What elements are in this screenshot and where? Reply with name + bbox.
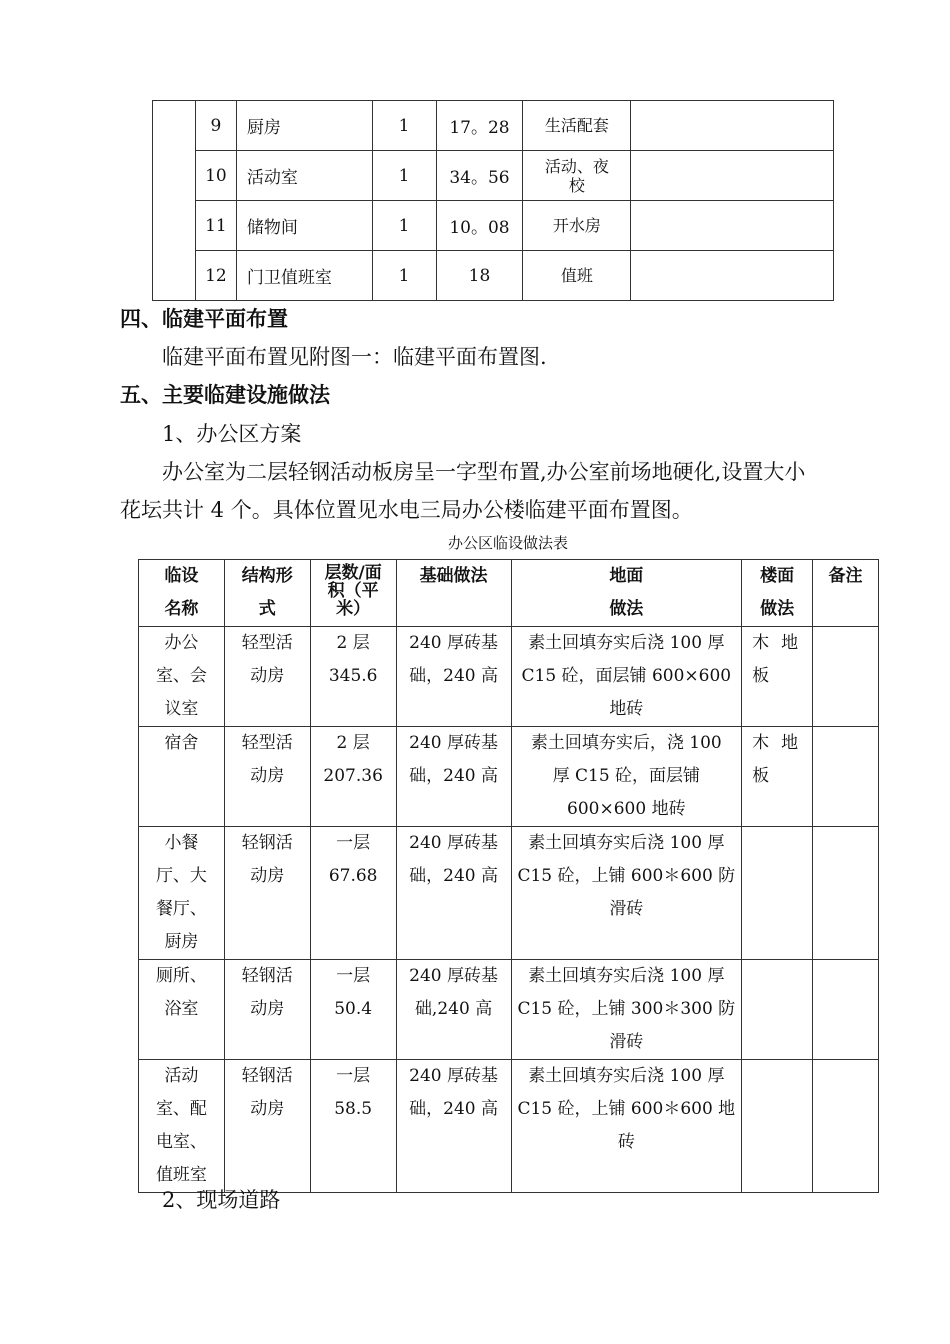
floor-finish-cell xyxy=(742,1060,813,1193)
ground-cell: 素土回填夯实后浇 100 厚 C15 砼，上铺 600＊600 防 滑砖 xyxy=(511,827,742,960)
subsection-1-title: 1、办公区方案 xyxy=(162,422,302,446)
quantity-cell: 1 xyxy=(372,251,436,301)
ground-cell: 素土回填夯实后浇 100 厚 C15 砼，面层铺 600×600 地砖 xyxy=(511,627,742,727)
room-name-cell: 储物间 xyxy=(236,201,372,251)
header-floors-area: 层数/面积（平米） xyxy=(310,560,396,627)
header-floor-finish: 楼面 做法 xyxy=(742,560,813,627)
row-number-cell: 10 xyxy=(195,151,236,201)
row-number-cell: 12 xyxy=(195,251,236,301)
room-name-cell: 厨房 xyxy=(236,101,372,151)
category-cell xyxy=(153,101,196,301)
name-cell: 厕所、 浴室 xyxy=(139,960,225,1060)
note-cell xyxy=(631,251,834,301)
room-list-table xyxy=(152,100,834,301)
ground-cell: 素土回填夯实后浇 100 厚 C15 砼，上铺 300＊300 防 滑砖 xyxy=(511,960,742,1060)
table-row xyxy=(153,151,834,201)
section-5-heading: 五、主要临建设施做法 xyxy=(120,383,330,407)
remark-cell xyxy=(813,960,879,1060)
structure-cell: 轻型活 动房 xyxy=(224,727,310,827)
remark-cell xyxy=(813,727,879,827)
office-area-table xyxy=(138,559,879,1193)
use-cell: 生活配套 xyxy=(523,101,631,151)
header-structure: 结构形 式 xyxy=(224,560,310,627)
row-number-cell: 11 xyxy=(195,201,236,251)
structure-cell: 轻型活 动房 xyxy=(224,627,310,727)
foundation-cell: 240 厚砖基 础，240 高 xyxy=(396,727,511,827)
structure-cell: 轻钢活 动房 xyxy=(224,827,310,960)
paragraph-line-1: 办公室为二层轻钢活动板房呈一字型布置,办公室前场地硬化,设置大小 xyxy=(162,460,806,484)
foundation-cell: 240 厚砖基 础,240 高 xyxy=(396,960,511,1060)
foundation-cell: 240 厚砖基 础，240 高 xyxy=(396,827,511,960)
name-cell: 小餐 厅、大 餐厅、 厨房 xyxy=(139,827,225,960)
area-cell: 10。08 xyxy=(436,201,523,251)
floors-area-cell: 一层 67.68 xyxy=(310,827,396,960)
header-remark: 备注 xyxy=(813,560,879,627)
section-4-body: 临建平面布置见附图一：临建平面布置图. xyxy=(162,345,547,369)
use-cell: 值班 xyxy=(523,251,631,301)
section-4-heading: 四、临建平面布置 xyxy=(120,307,288,331)
quantity-cell: 1 xyxy=(372,151,436,201)
floor-finish-cell xyxy=(742,827,813,960)
ground-cell: 素土回填夯实后，浇 100 厚 C15 砼，面层铺 600×600 地砖 xyxy=(511,727,742,827)
floors-area-cell: 2 层 207.36 xyxy=(310,727,396,827)
remark-cell xyxy=(813,627,879,727)
remark-cell xyxy=(813,827,879,960)
table-row xyxy=(139,727,879,827)
name-cell: 活动 室、配 电室、 值班室 xyxy=(139,1060,225,1193)
header-name: 临设 名称 xyxy=(139,560,225,627)
floors-area-cell: 一层 58.5 xyxy=(310,1060,396,1193)
foundation-cell: 240 厚砖基 础，240 高 xyxy=(396,1060,511,1193)
table-row xyxy=(139,827,879,960)
table-row xyxy=(139,1060,879,1193)
structure-cell: 轻钢活 动房 xyxy=(224,1060,310,1193)
use-cell: 活动、夜校 xyxy=(523,151,631,201)
foundation-cell: 240 厚砖基 础，240 高 xyxy=(396,627,511,727)
area-cell: 17。28 xyxy=(436,101,523,151)
floor-finish-cell xyxy=(742,960,813,1060)
table-row xyxy=(153,201,834,251)
paragraph-line-2: 花坛共计 4 个。具体位置见水电三局办公楼临建平面布置图。 xyxy=(120,498,693,522)
name-cell: 宿舍 xyxy=(139,727,225,827)
remark-cell xyxy=(813,1060,879,1193)
row-number-cell: 9 xyxy=(195,101,236,151)
area-cell: 34。56 xyxy=(436,151,523,201)
floors-area-cell: 2 层 345.6 xyxy=(310,627,396,727)
name-cell: 办公 室、会 议室 xyxy=(139,627,225,727)
table-row xyxy=(153,101,834,151)
quantity-cell: 1 xyxy=(372,201,436,251)
header-ground: 地面 做法 xyxy=(511,560,742,627)
use-cell: 开水房 xyxy=(523,201,631,251)
subsection-2-title: 2、现场道路 xyxy=(162,1188,281,1212)
table-caption: 办公区临设做法表 xyxy=(447,534,568,552)
floor-finish-cell: 木地 板 xyxy=(742,727,813,827)
structure-cell: 轻钢活 动房 xyxy=(224,960,310,1060)
table-row xyxy=(139,960,879,1060)
ground-cell: 素土回填夯实后浇 100 厚 C15 砼，上铺 600＊600 地 砖 xyxy=(511,1060,742,1193)
table-row xyxy=(139,627,879,727)
header-foundation: 基础做法 xyxy=(396,560,511,627)
room-name-cell: 活动室 xyxy=(236,151,372,201)
table-header-row xyxy=(139,560,879,627)
table-row xyxy=(153,251,834,301)
floors-area-cell: 一层 50.4 xyxy=(310,960,396,1060)
room-name-cell: 门卫值班室 xyxy=(236,251,372,301)
floor-finish-cell: 木地 板 xyxy=(742,627,813,727)
quantity-cell: 1 xyxy=(372,101,436,151)
note-cell xyxy=(631,151,834,201)
area-cell: 18 xyxy=(436,251,523,301)
note-cell xyxy=(631,101,834,151)
note-cell xyxy=(631,201,834,251)
